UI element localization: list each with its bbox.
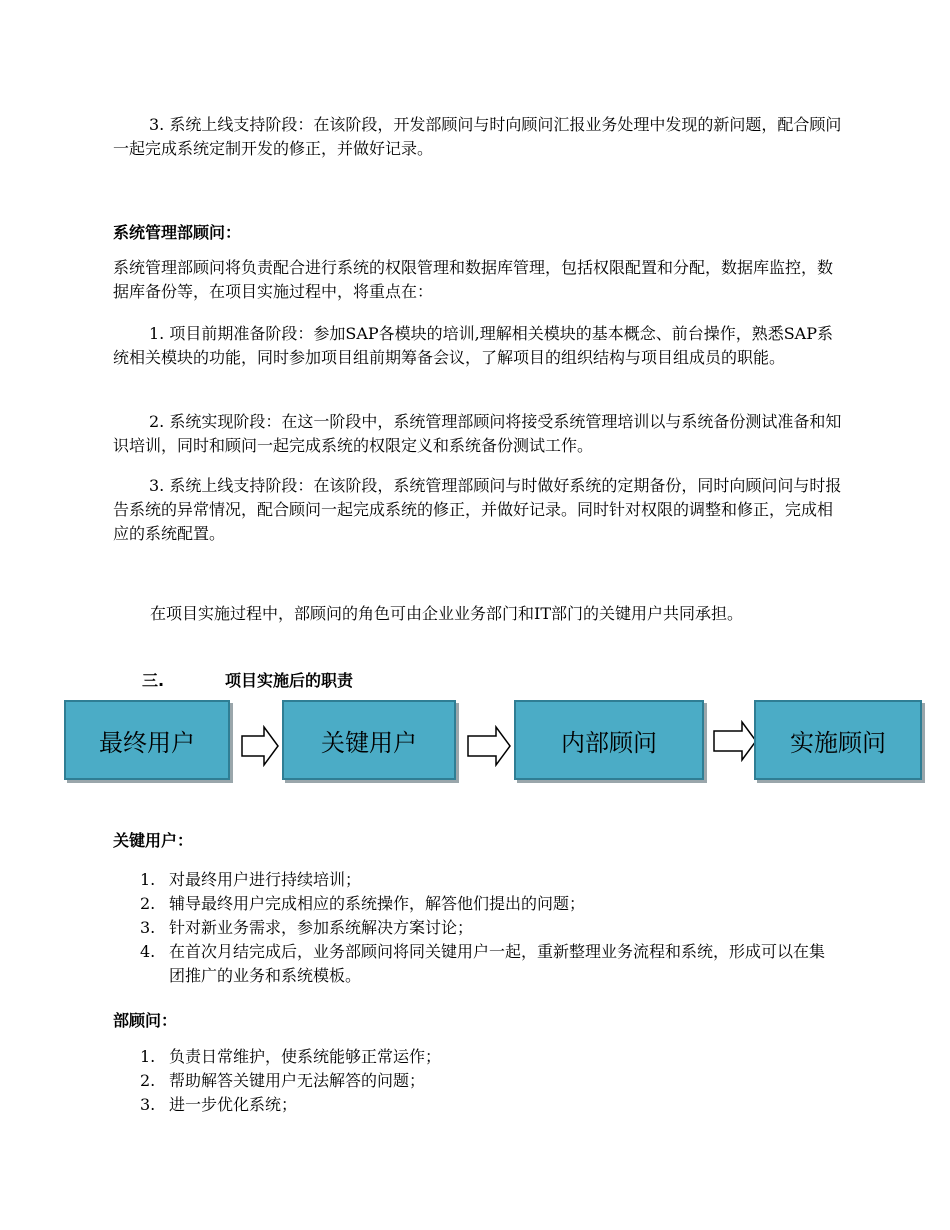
list-item: 2. 辅导最终用户完成相应的系统操作，解答他们提出的问题； — [140, 894, 586, 913]
arrow-right-icon — [466, 725, 512, 767]
section-title: 项目实施后的职责 — [225, 671, 354, 690]
internal-consultant-heading: 部顾问： — [113, 1011, 178, 1030]
sys-admin-item-1: 1. 项目前期准备阶段：参加SAP各模块的培训,理解相关模块的基本概念、前台操作，熟悉SAP系统相关模块的功能，同时参加项目组前期筹备会议，了解项目的组织结构与项目组成员的职能。 — [113, 324, 834, 367]
sys-admin-item-2: 2. 系统实现阶段：在这一阶段中，系统管理部顾问将接受系统管理培训以与系统备份测试准备和知识培训，同时和顾问一起完成系统的权限定义和系统备份测试工作。 — [113, 412, 842, 455]
internal-consultant-list — [140, 1045, 840, 1117]
list-item: 4. 在首次月结完成后，业务部顾问将同关键用户一起，重新整理业务流程和系统，形成可以在集团推广的业务和系统模板。 — [140, 942, 826, 985]
list-item: 3. 进一步优化系统； — [140, 1095, 298, 1114]
flow-box-key-user: 关键用户 — [282, 700, 456, 780]
sys-admin-heading: 系统管理部顾问： — [113, 223, 242, 242]
list-item: 3. 针对新业务需求，参加系统解决方案讨论； — [140, 918, 474, 937]
arrow-right-icon — [240, 725, 280, 767]
flow-box-implementation-consultant: 实施顾问 — [754, 700, 922, 780]
arrow-right-icon — [712, 720, 758, 762]
list-item: 2. 帮助解答关键用户无法解答的问题； — [140, 1071, 426, 1090]
note-paragraph: 在项目实施过程中，部顾问的角色可由企业业务部门和IT部门的关键用户共同承担。 — [150, 604, 743, 623]
flow-box-end-user: 最终用户 — [64, 700, 230, 780]
section-number: 三. — [142, 671, 165, 690]
sys-admin-item-3: 3. 系统上线支持阶段：在该阶段，系统管理部顾问与时做好系统的定期备份，同时向顾问问与时报告系统的异常情况，配合顾问一起完成系统的修正，并做好记录。同时针对权限的调整和修正，完成相应的系统配置。 — [113, 476, 842, 543]
flow-box-internal-consultant: 内部顾问 — [514, 700, 704, 780]
intro-item-3: 3. 系统上线支持阶段：在该阶段，开发部顾问与时向顾问汇报业务处理中发现的新问题，配合顾问一起完成系统定制开发的修正，并做好记录。 — [113, 115, 842, 158]
list-item: 1. 对最终用户进行持续培训； — [140, 870, 362, 889]
key-user-heading: 关键用户： — [113, 831, 194, 850]
list-item: 1. 负责日常维护，使系统能够正常运作； — [140, 1047, 442, 1066]
sys-admin-intro: 系统管理部顾问将负责配合进行系统的权限管理和数据库管理，包括权限配置和分配，数据库监控，数据库备份等，在项目实施过程中，将重点在： — [113, 258, 834, 301]
key-user-list — [140, 868, 840, 988]
